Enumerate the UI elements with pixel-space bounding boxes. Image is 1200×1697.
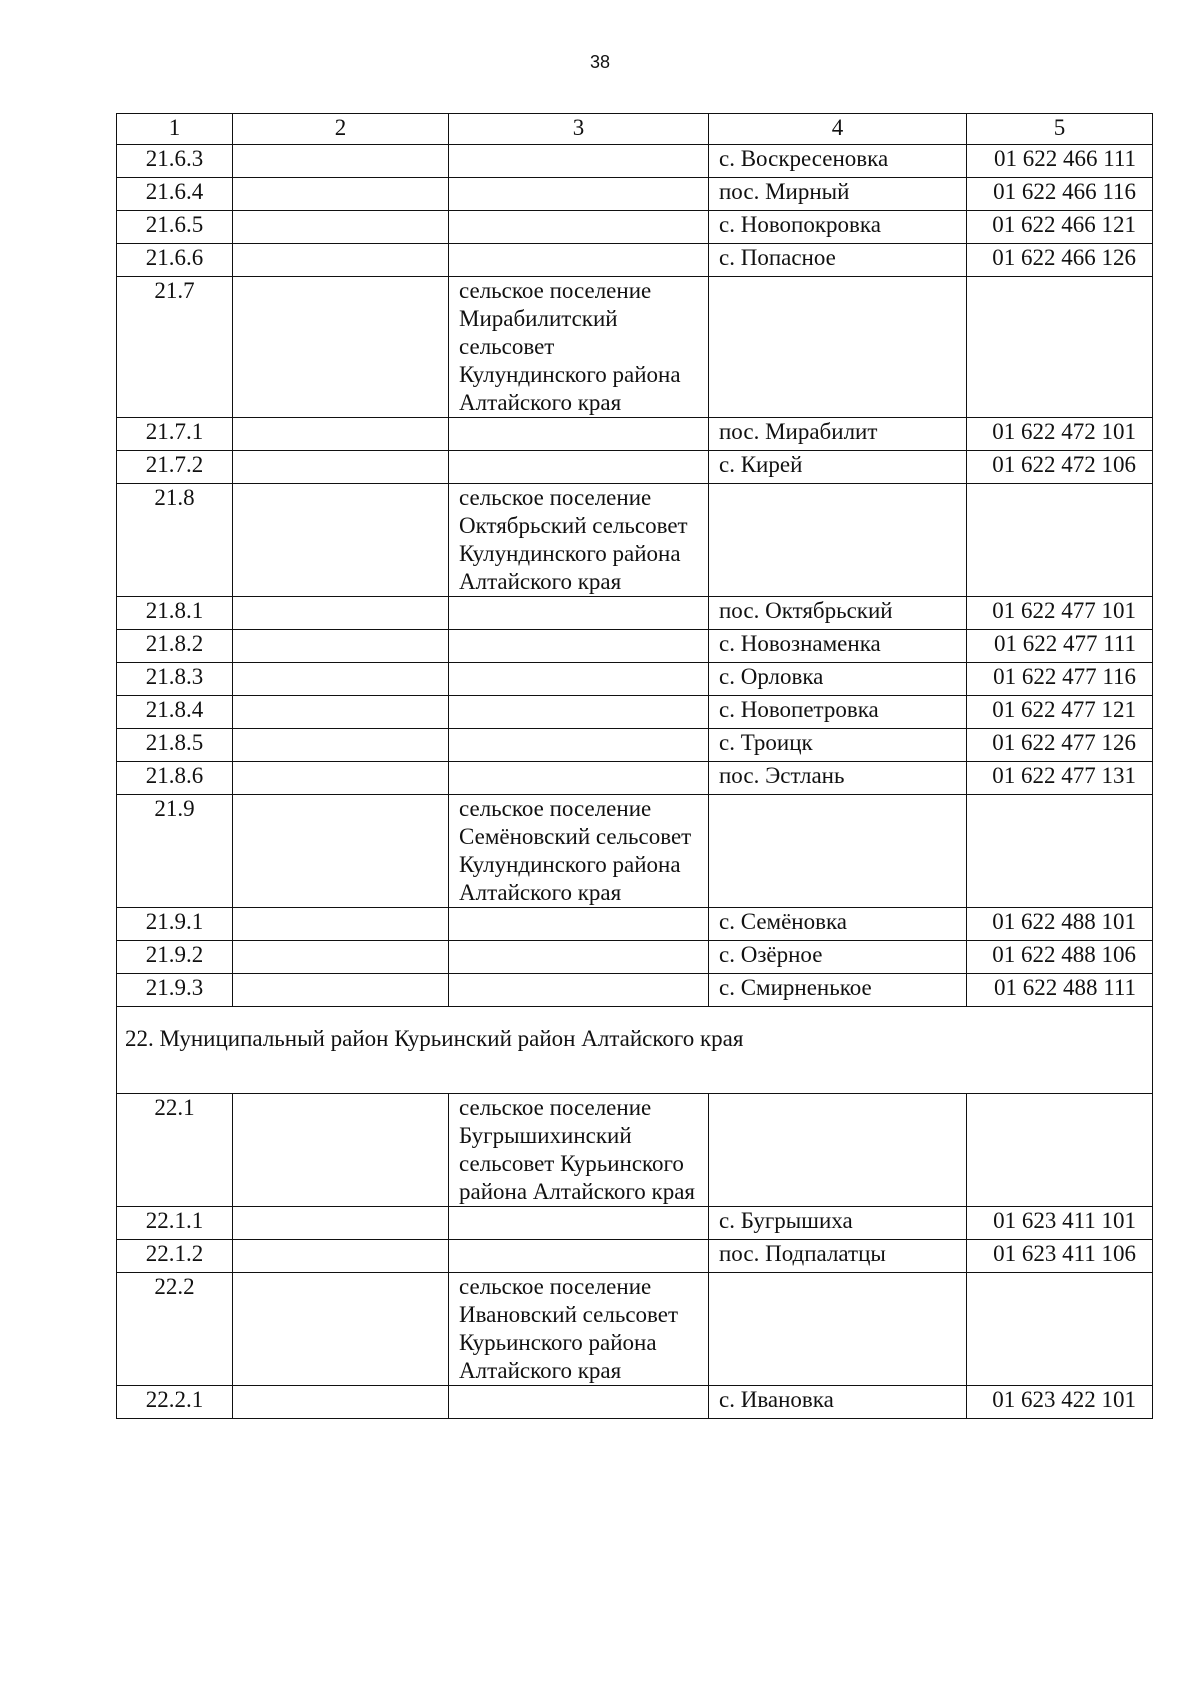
page-number: 38: [589, 52, 611, 72]
settlement-name: сельское поселение Семёновский сельсовет Кулундинского района Алтайского края: [449, 795, 709, 908]
row-blank-cell: [233, 941, 449, 974]
settlement-name: [449, 908, 709, 941]
locality-name: с. Озёрное: [709, 941, 967, 974]
row-blank-cell: [233, 597, 449, 630]
row-blank-cell: [233, 1240, 449, 1273]
locality-name: с. Бугрышиха: [709, 1207, 967, 1240]
locality-row: [117, 418, 1153, 451]
settlement-row: [117, 1273, 1153, 1386]
locality-row: [117, 762, 1153, 795]
locality-name: с. Новопетровка: [709, 696, 967, 729]
column-header-3: 3: [449, 114, 709, 145]
district-section-row: [117, 1007, 1153, 1094]
locality-name: пос. Мирный: [709, 178, 967, 211]
settlement-row: [117, 1094, 1153, 1207]
oktmo-code: 01 622 477 131: [967, 762, 1153, 795]
row-code: 21.8.1: [117, 597, 233, 630]
locality-row: [117, 451, 1153, 484]
oktmo-code: 01 622 477 116: [967, 663, 1153, 696]
settlement-name: [449, 178, 709, 211]
locality-name: с. Смирненькое: [709, 974, 967, 1007]
row-code: 21.9.1: [117, 908, 233, 941]
row-blank-cell: [233, 145, 449, 178]
settlement-name: [449, 451, 709, 484]
locality-row: [117, 630, 1153, 663]
settlement-name: [449, 663, 709, 696]
row-code: 21.8.6: [117, 762, 233, 795]
row-code: 21.8.3: [117, 663, 233, 696]
locality-name: [709, 1273, 967, 1386]
row-blank-cell: [233, 795, 449, 908]
row-code: 22.2.1: [117, 1386, 233, 1419]
locality-name: [709, 484, 967, 597]
settlement-name: [449, 244, 709, 277]
column-number-header-row: [117, 114, 1153, 145]
row-code: 21.7.1: [117, 418, 233, 451]
oktmo-code: 01 622 466 111: [967, 145, 1153, 178]
settlement-name: [449, 630, 709, 663]
oktmo-code: 01 622 466 126: [967, 244, 1153, 277]
oktmo-code: 01 622 477 126: [967, 729, 1153, 762]
oktmo-code: [967, 484, 1153, 597]
settlement-name: [449, 418, 709, 451]
row-blank-cell: [233, 729, 449, 762]
settlement-name: [449, 145, 709, 178]
settlement-name: [449, 1207, 709, 1240]
locality-row: [117, 696, 1153, 729]
oktmo-code: 01 622 477 111: [967, 630, 1153, 663]
oktmo-code: 01 622 488 111: [967, 974, 1153, 1007]
row-blank-cell: [233, 178, 449, 211]
row-code: 22.1.2: [117, 1240, 233, 1273]
row-blank-cell: [233, 908, 449, 941]
oktmo-code: 01 622 477 121: [967, 696, 1153, 729]
row-code: 21.8: [117, 484, 233, 597]
row-blank-cell: [233, 1094, 449, 1207]
row-blank-cell: [233, 211, 449, 244]
column-header-2: 2: [233, 114, 449, 145]
locality-row: [117, 1240, 1153, 1273]
oktmo-code: [967, 1094, 1153, 1207]
locality-name: с. Воскресеновка: [709, 145, 967, 178]
row-code: 21.6.5: [117, 211, 233, 244]
row-code: 21.6.3: [117, 145, 233, 178]
row-blank-cell: [233, 762, 449, 795]
oktmo-code: [967, 277, 1153, 418]
locality-name: [709, 795, 967, 908]
locality-name: с. Кирей: [709, 451, 967, 484]
locality-name: пос. Мирабилит: [709, 418, 967, 451]
locality-name: пос. Эстлань: [709, 762, 967, 795]
registry-body: [117, 145, 1153, 1419]
oktmo-code: [967, 795, 1153, 908]
row-blank-cell: [233, 1273, 449, 1386]
row-code: 21.6.4: [117, 178, 233, 211]
oktmo-code: 01 622 466 121: [967, 211, 1153, 244]
oktmo-code: 01 623 422 101: [967, 1386, 1153, 1419]
locality-name: с. Троицк: [709, 729, 967, 762]
settlement-name: [449, 974, 709, 1007]
locality-row: [117, 1207, 1153, 1240]
row-blank-cell: [233, 418, 449, 451]
locality-row: [117, 908, 1153, 941]
settlement-name: [449, 729, 709, 762]
oktmo-code: 01 622 477 101: [967, 597, 1153, 630]
settlement-name: [449, 1240, 709, 1273]
oktmo-code: 01 623 411 101: [967, 1207, 1153, 1240]
settlement-name: сельское поселение Октябрьский сельсовет Кулундинского района Алтайского края: [449, 484, 709, 597]
locality-name: с. Семёновка: [709, 908, 967, 941]
column-header-1: 1: [117, 114, 233, 145]
locality-row: [117, 178, 1153, 211]
settlement-name: сельское поселение Бугрышихинский сельсовет Курьинского района Алтайского края: [449, 1094, 709, 1207]
oktmo-registry-table: [116, 113, 1153, 1419]
row-code: 21.7: [117, 277, 233, 418]
oktmo-code: 01 622 488 101: [967, 908, 1153, 941]
row-blank-cell: [233, 630, 449, 663]
locality-name: [709, 277, 967, 418]
row-code: 21.9.2: [117, 941, 233, 974]
row-blank-cell: [233, 663, 449, 696]
row-blank-cell: [233, 244, 449, 277]
row-code: 22.2: [117, 1273, 233, 1386]
oktmo-code: 01 622 466 116: [967, 178, 1153, 211]
locality-name: пос. Октябрьский: [709, 597, 967, 630]
row-code: 22.1.1: [117, 1207, 233, 1240]
row-code: 21.8.2: [117, 630, 233, 663]
locality-name: пос. Подпалатцы: [709, 1240, 967, 1273]
oktmo-code: [967, 1273, 1153, 1386]
row-code: 21.8.5: [117, 729, 233, 762]
settlement-name: [449, 696, 709, 729]
row-blank-cell: [233, 484, 449, 597]
row-blank-cell: [233, 451, 449, 484]
locality-row: [117, 211, 1153, 244]
column-header-5: 5: [967, 114, 1153, 145]
locality-name: [709, 1094, 967, 1207]
settlement-name: сельское поселение Мирабилитский сельсовет Кулундинского района Алтайского края: [449, 277, 709, 418]
settlement-name: [449, 211, 709, 244]
locality-name: с. Новознаменка: [709, 630, 967, 663]
locality-row: [117, 941, 1153, 974]
locality-row: [117, 244, 1153, 277]
settlement-name: [449, 597, 709, 630]
oktmo-code: 01 622 472 106: [967, 451, 1153, 484]
row-blank-cell: [233, 1207, 449, 1240]
row-blank-cell: [233, 277, 449, 418]
row-code: 22.1: [117, 1094, 233, 1207]
locality-row: [117, 663, 1153, 696]
locality-name: с. Новопокровка: [709, 211, 967, 244]
settlement-row: [117, 484, 1153, 597]
locality-row: [117, 729, 1153, 762]
column-header-4: 4: [709, 114, 967, 145]
row-code: 21.9.3: [117, 974, 233, 1007]
locality-row: [117, 145, 1153, 178]
settlement-row: [117, 277, 1153, 418]
row-blank-cell: [233, 1386, 449, 1419]
oktmo-code: 01 623 411 106: [967, 1240, 1153, 1273]
locality-row: [117, 974, 1153, 1007]
locality-name: с. Ивановка: [709, 1386, 967, 1419]
settlement-name: сельское поселение Ивановский сельсовет Курьинского района Алтайского края: [449, 1273, 709, 1386]
row-blank-cell: [233, 696, 449, 729]
settlement-row: [117, 795, 1153, 908]
locality-name: с. Попасное: [709, 244, 967, 277]
row-code: 21.8.4: [117, 696, 233, 729]
oktmo-code: 01 622 472 101: [967, 418, 1153, 451]
district-section-title: 22. Муниципальный район Курьинский район Алтайского края: [117, 1007, 1153, 1094]
locality-name: с. Орловка: [709, 663, 967, 696]
settlement-name: [449, 762, 709, 795]
row-code: 21.7.2: [117, 451, 233, 484]
settlement-name: [449, 1386, 709, 1419]
settlement-name: [449, 941, 709, 974]
row-code: 21.6.6: [117, 244, 233, 277]
row-blank-cell: [233, 974, 449, 1007]
locality-row: [117, 1386, 1153, 1419]
oktmo-code: 01 622 488 106: [967, 941, 1153, 974]
locality-row: [117, 597, 1153, 630]
row-code: 21.9: [117, 795, 233, 908]
